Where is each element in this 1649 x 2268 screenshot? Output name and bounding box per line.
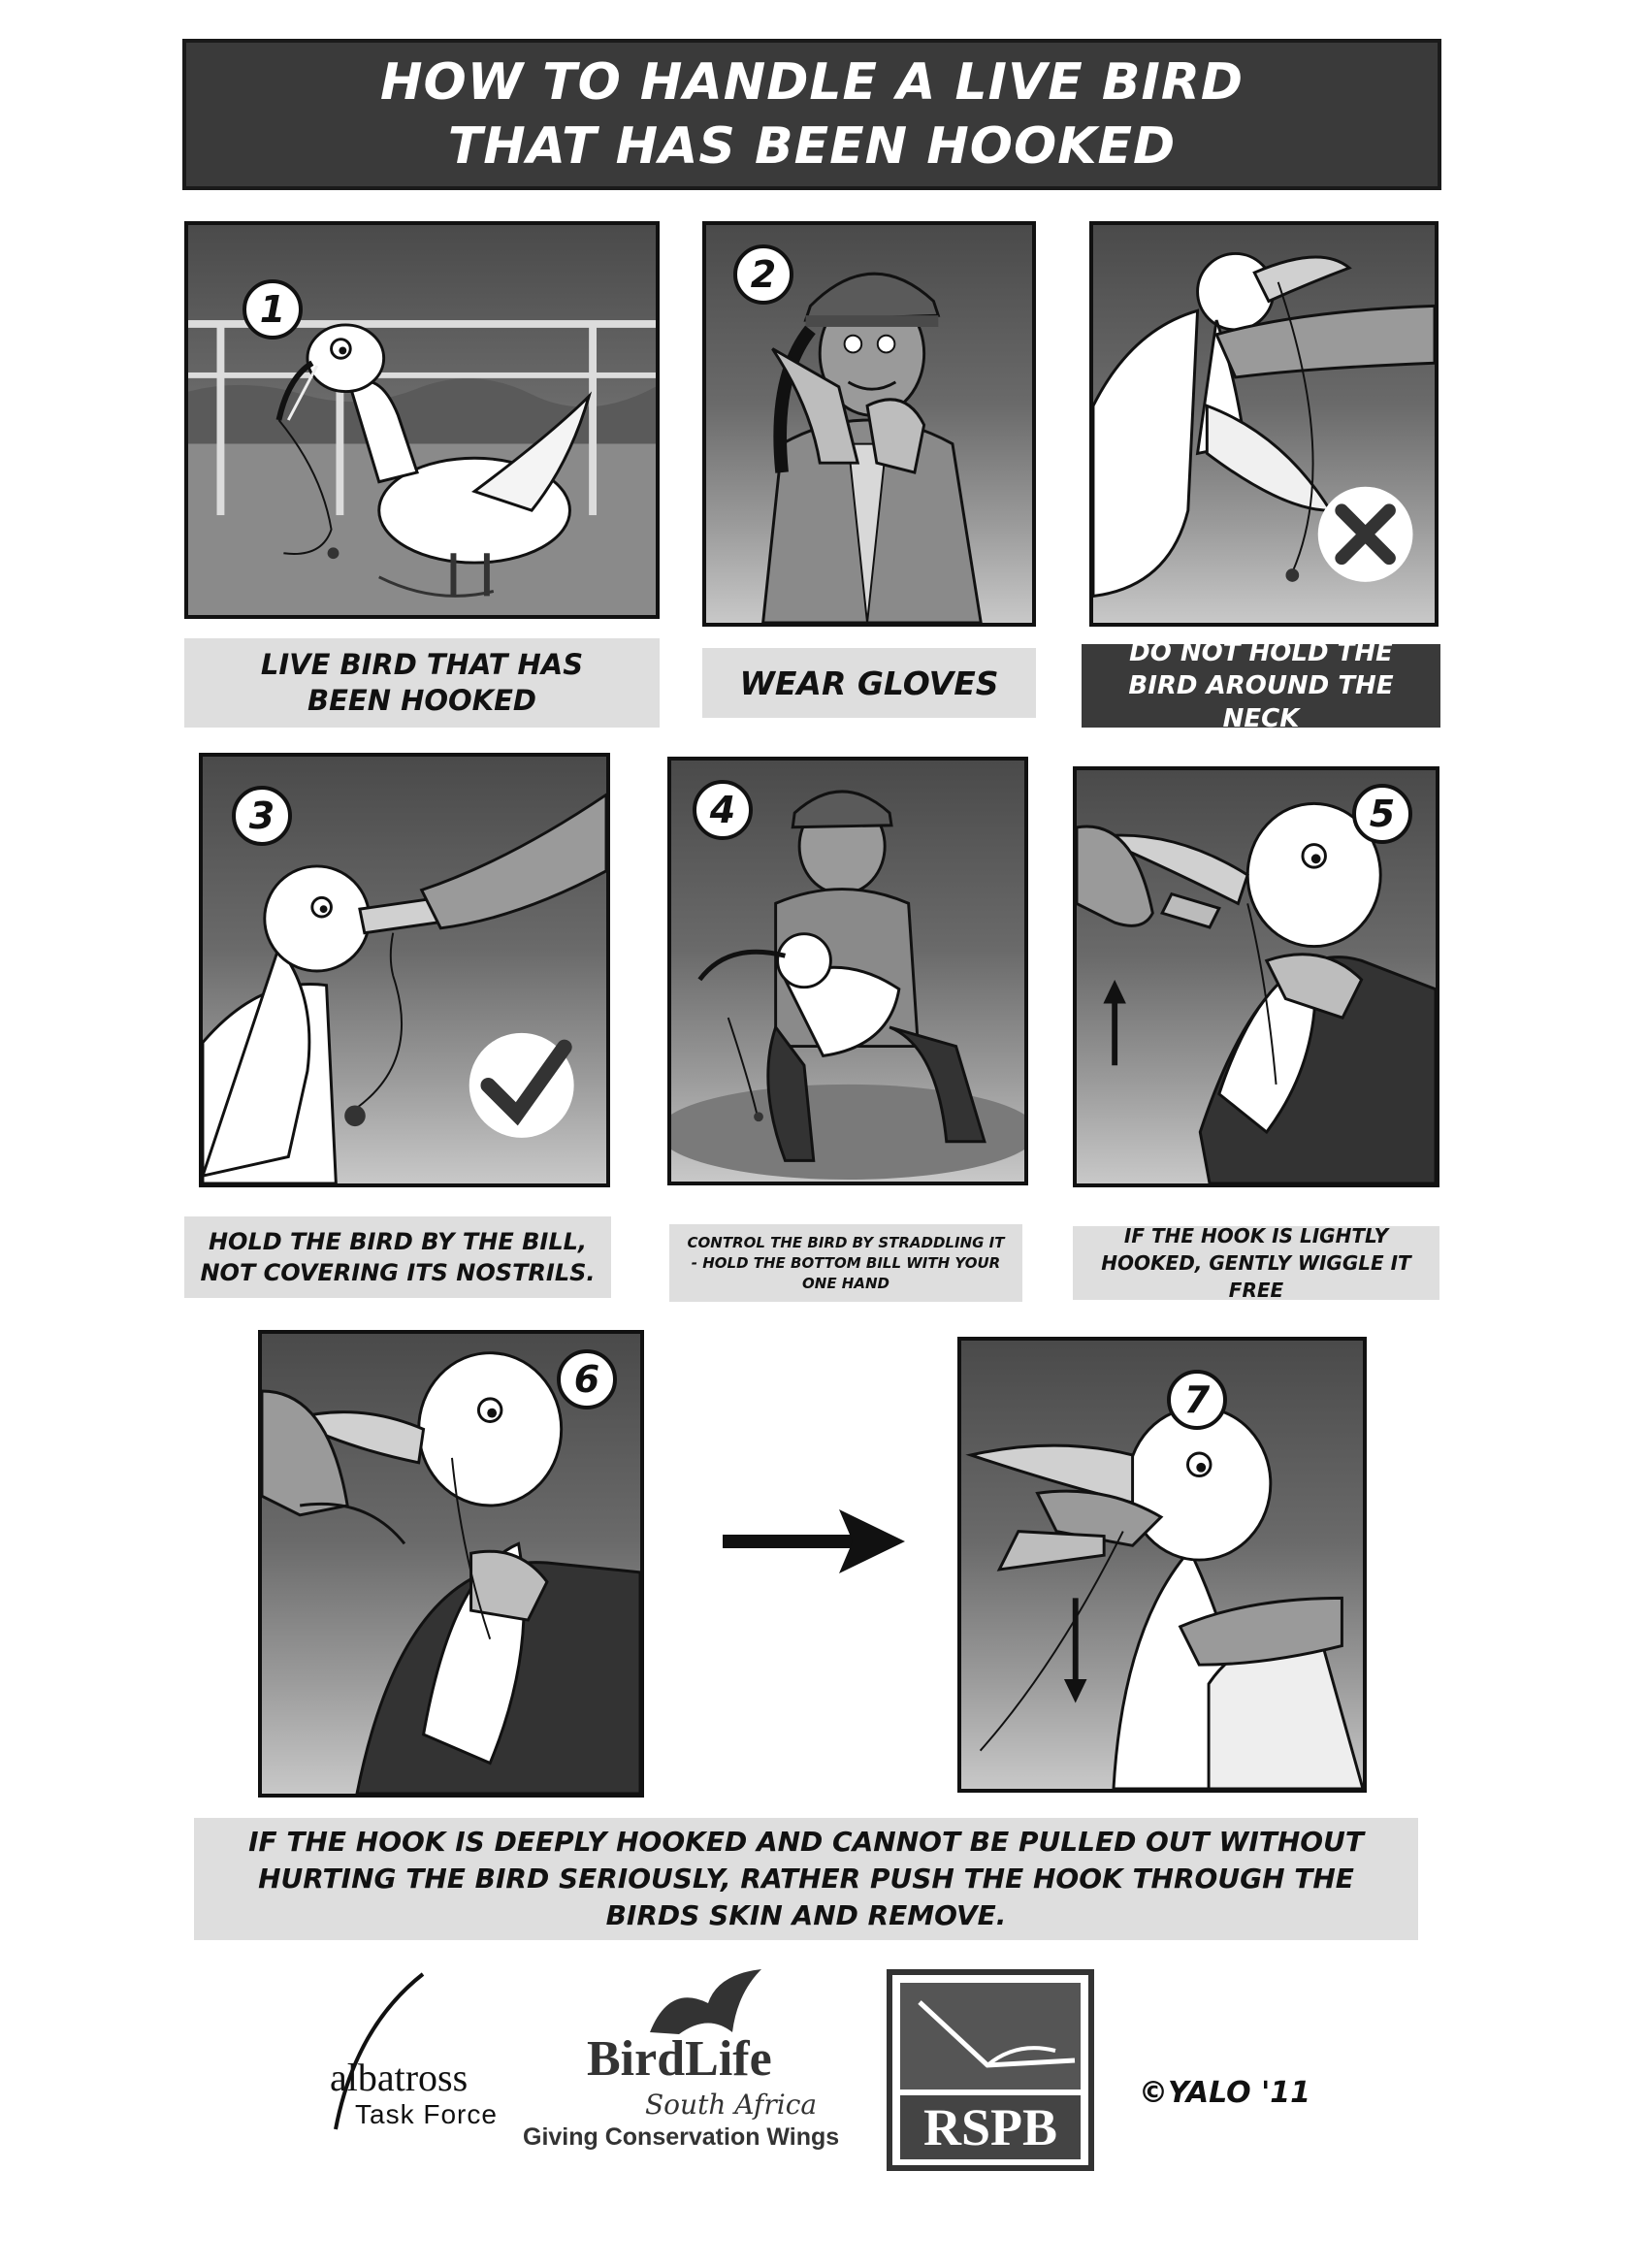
birdlife-tagline: Giving Conservation Wings: [523, 2123, 840, 2151]
albatross-name: albatross: [330, 2056, 469, 2099]
rspb-logo: [887, 1969, 1094, 2171]
page-title-line-2: THAT HAS BEEN HOOKED: [447, 117, 1177, 176]
copyright-yalo: ©YALO '11: [1139, 2076, 1310, 2110]
caption-step-5: IF THE HOOK IS LIGHTLY HOOKED, GENTLY WIGGLE IT FREE: [1073, 1226, 1439, 1300]
caption-step-2: WEAR GLOVES: [702, 648, 1036, 718]
rspb-avocet-icon: [900, 1983, 1081, 2090]
step-number-badge: 5: [1352, 784, 1412, 844]
rspb-text: RSPB: [900, 2095, 1081, 2159]
step-number-badge: 2: [733, 244, 793, 305]
birdlife-region: South Africa: [645, 2089, 818, 2121]
panel-step-1: [184, 221, 660, 619]
step-number-badge: 6: [557, 1349, 617, 1409]
page-title-banner: [182, 39, 1441, 190]
final-note: IF THE HOOK IS DEEPLY HOOKED AND CANNOT BE PULLED OUT WITHOUT HURTING THE BIRD SERIOUSLY, RATHER PUSH THE HOOK THROUGH THE BIRDS SKIN AND REMOVE.: [194, 1818, 1418, 1940]
panel-step-6: [258, 1330, 644, 1798]
panel-step-7: [957, 1337, 1367, 1793]
step-number-badge: 7: [1167, 1370, 1227, 1430]
panel-step-3: [199, 753, 610, 1187]
page-title-line-1: HOW TO HANDLE A LIVE BIRD: [379, 53, 1245, 112]
panel-step-4: [667, 757, 1028, 1185]
arrow-right-icon: [723, 1504, 907, 1581]
caption-step-4: CONTROL THE BIRD BY STRADDLING IT - HOLD THE BOTTOM BILL WITH YOUR ONE HAND: [669, 1224, 1022, 1302]
birdlife-logo: [519, 1964, 878, 2158]
albatross-task-force-logo: [316, 1969, 539, 2134]
caption-step-1: LIVE BIRD THAT HAS BEEN HOOKED: [184, 638, 660, 728]
wrong-neck-hold-illustration: [1093, 225, 1435, 623]
panel-wrong-hold: [1089, 221, 1439, 627]
panel-step-2: [702, 221, 1036, 627]
step-number-badge: 4: [693, 780, 753, 840]
caption-wrong-hold: DO NOT HOLD THE BIRD AROUND THE NECK: [1082, 644, 1440, 728]
caption-step-3: HOLD THE BIRD BY THE BILL, NOT COVERING ITS NOSTRILS.: [184, 1216, 611, 1298]
panel-step-5: [1073, 766, 1439, 1187]
albatross-task-force-text: Task Force: [355, 2099, 498, 2129]
step-number-badge: 3: [232, 786, 292, 846]
remove-hook-illustration: [961, 1341, 1363, 1789]
step-number-badge: 1: [242, 279, 303, 340]
birdlife-name: BirdLife: [587, 2031, 772, 2087]
